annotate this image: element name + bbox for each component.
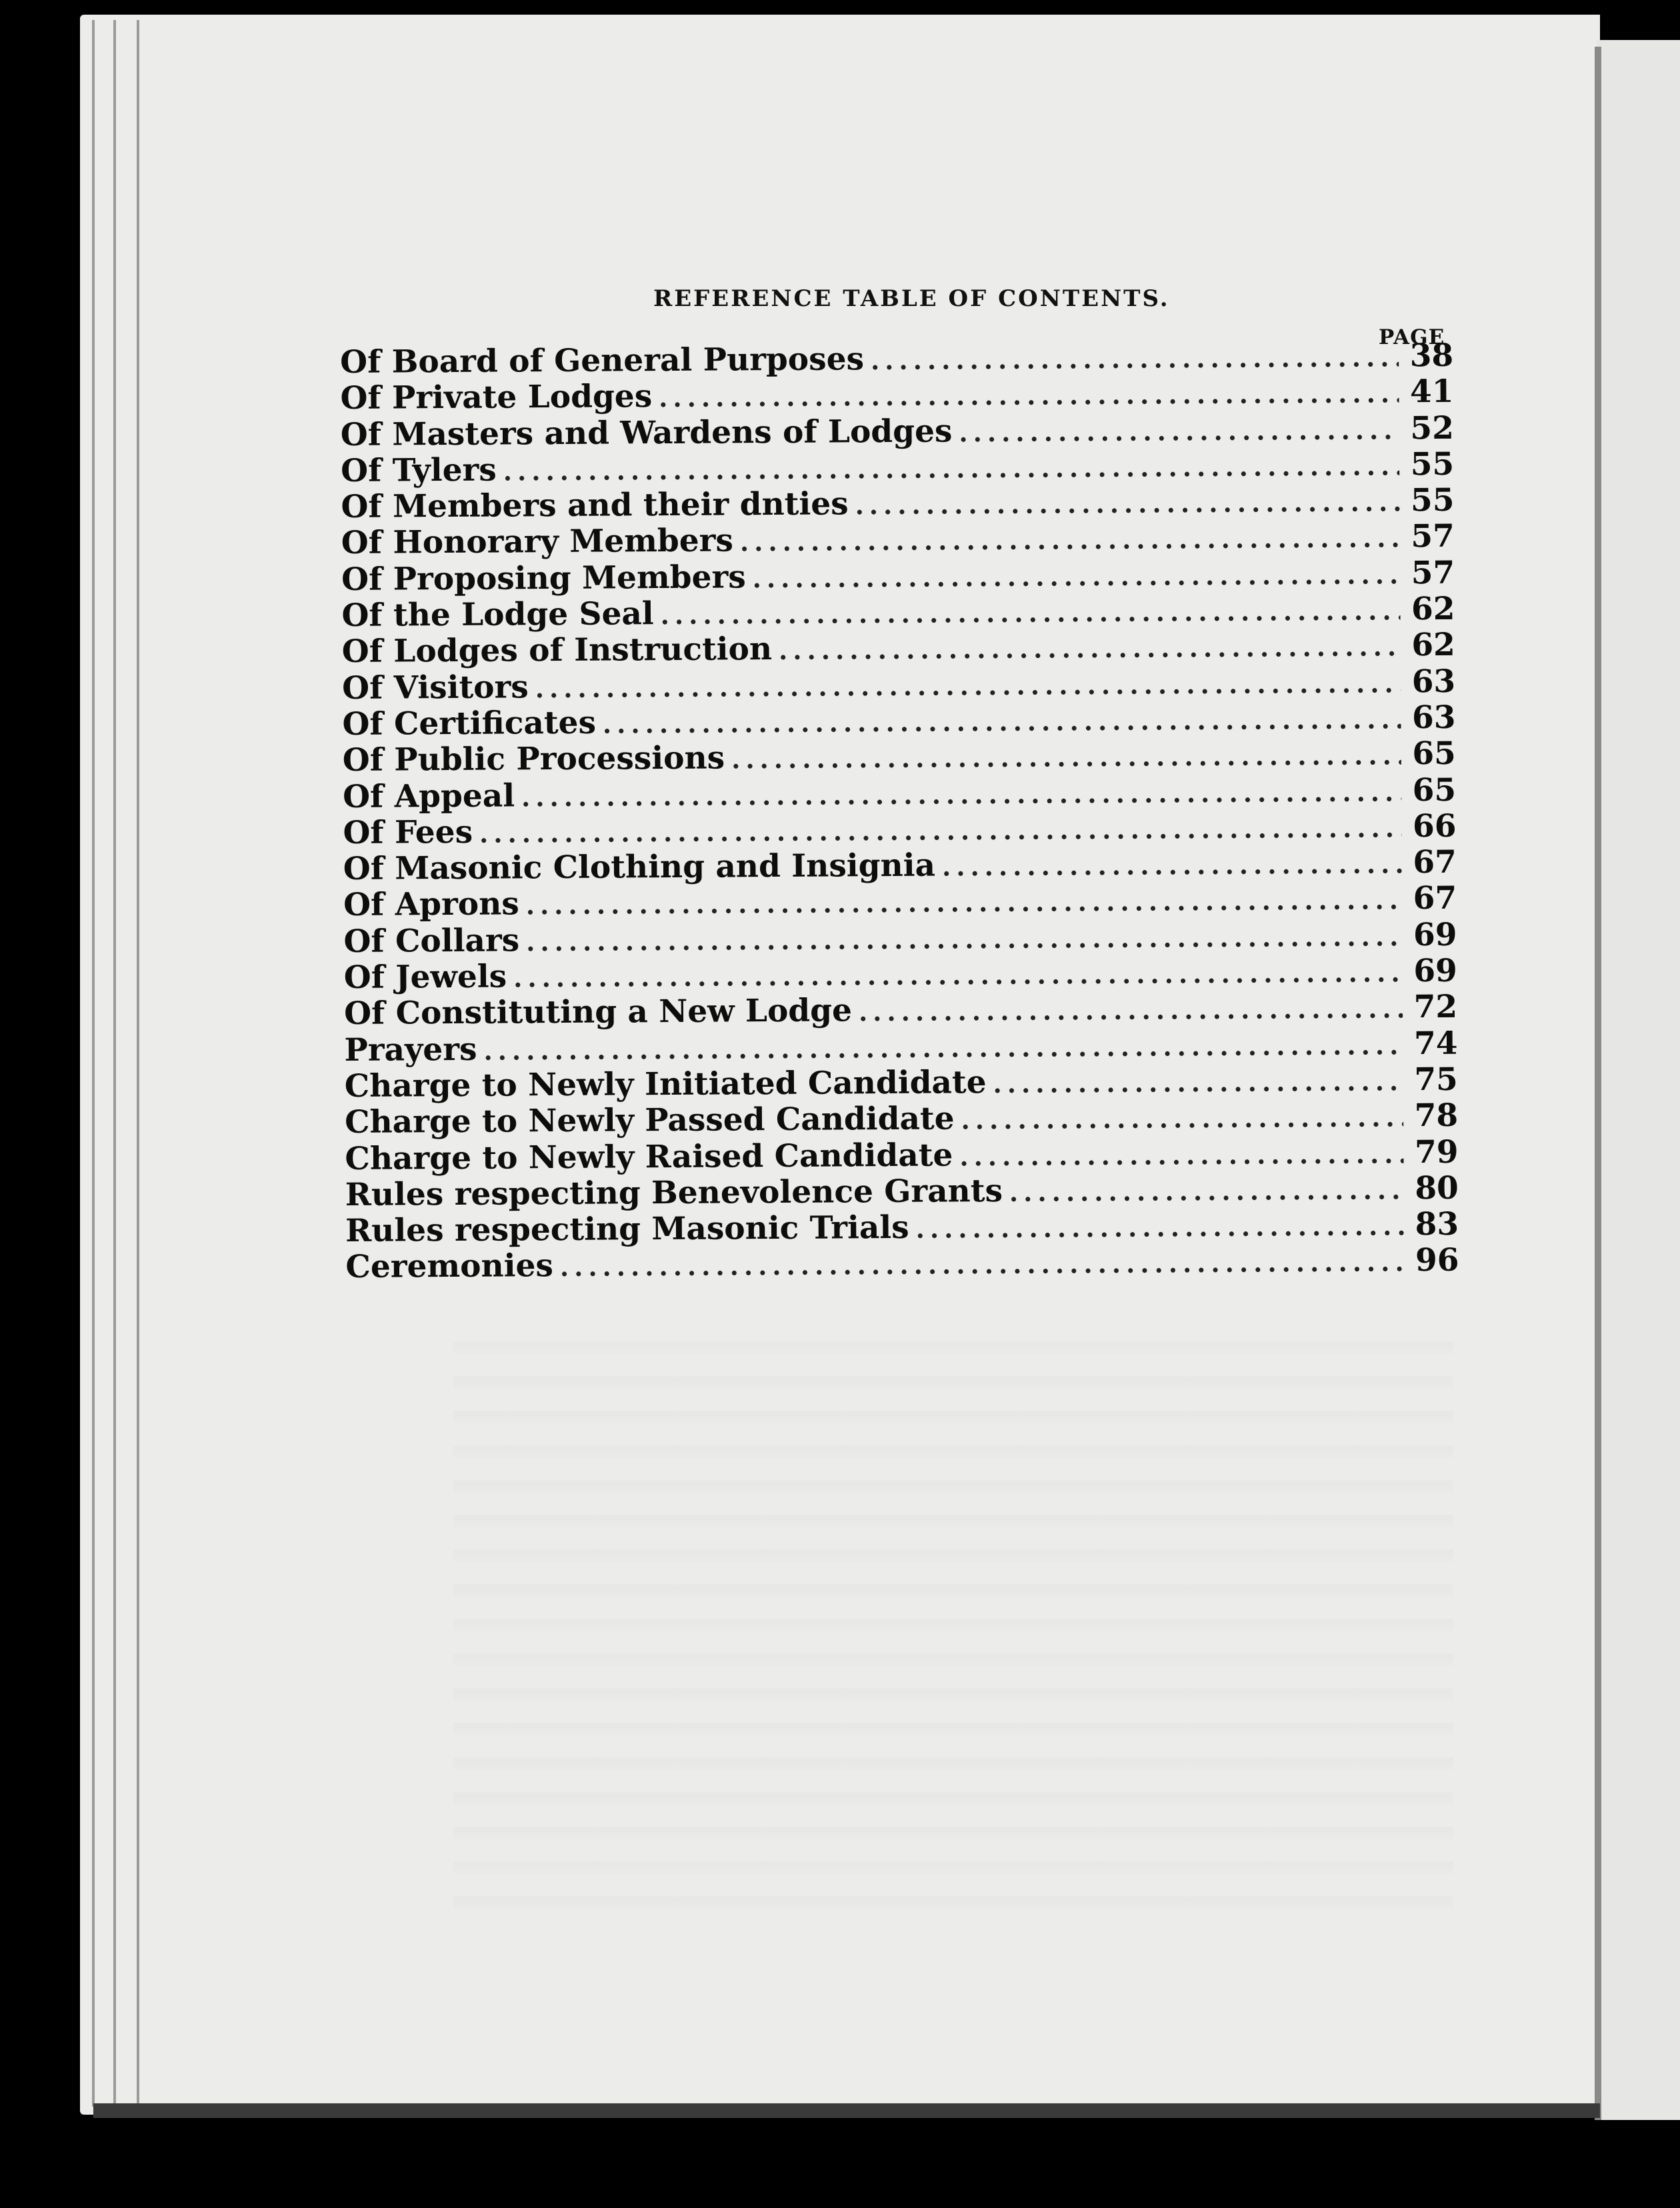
page-edge-line — [92, 20, 95, 2107]
toc-entry-title: Of Visitors — [341, 668, 529, 707]
toc-entry — [341, 518, 1455, 561]
dot-leader — [503, 451, 1400, 486]
toc-entry-title: Charge to Newly Passed Candidate — [344, 1100, 955, 1141]
toc-entry-page: 55 — [1410, 445, 1455, 483]
dot-leader — [603, 704, 1401, 739]
dot-leader — [560, 1247, 1405, 1283]
toc-entry-title: Of Private Lodges — [340, 378, 653, 417]
dot-leader — [1009, 1175, 1404, 1207]
toc-entry-page: 65 — [1412, 771, 1457, 809]
toc-entry-title: Of Masonic Clothing and Insignia — [343, 847, 936, 888]
toc-entry — [341, 591, 1455, 633]
toc-entry-page: 63 — [1411, 663, 1456, 700]
dot-leader — [535, 668, 1401, 703]
toc-entry-title: Of Members and their dnties — [341, 485, 849, 526]
dot-leader — [526, 921, 1403, 957]
book-spine-line — [1595, 47, 1601, 2120]
toc-entry — [345, 1170, 1459, 1213]
toc-entry-title: Of Fees — [343, 813, 473, 851]
toc-entry — [341, 409, 1454, 452]
toc-entry-page: 79 — [1414, 1133, 1459, 1171]
toc-entry-title: Of Board of General Purposes — [340, 341, 865, 381]
toc-entry — [345, 1206, 1459, 1249]
dot-leader — [483, 1030, 1403, 1065]
dot-leader — [740, 523, 1400, 557]
toc-entry — [345, 1242, 1459, 1285]
toc-entry — [343, 917, 1457, 959]
toc-entry-page: 41 — [1409, 373, 1454, 411]
dot-leader — [731, 741, 1401, 775]
toc-entry — [343, 844, 1457, 887]
dot-leader — [521, 777, 1401, 812]
dot-leader — [526, 885, 1403, 921]
toc-entry — [342, 627, 1455, 669]
toc-entry-title: Of Public Processions — [342, 739, 725, 779]
dot-leader — [513, 957, 1403, 993]
toc-list — [340, 337, 1459, 1285]
toc-entry-title: Charge to Newly Initiated Candidate — [344, 1064, 987, 1105]
toc-entry-title: Rules respecting Benevolence Grants — [345, 1172, 1003, 1213]
dot-leader — [959, 1139, 1403, 1171]
toc-entry-title: Of Honorary Members — [341, 522, 734, 562]
dot-leader — [859, 994, 1403, 1027]
dot-leader — [659, 379, 1399, 413]
toc-entry-page: 55 — [1410, 481, 1455, 519]
toc-entry — [345, 1097, 1458, 1140]
facing-page-edge — [1597, 40, 1680, 2120]
dot-leader — [479, 813, 1402, 848]
toc-entry-title: Of the Lodge Seal — [341, 595, 654, 635]
toc-entry — [344, 989, 1457, 1031]
toc-entry — [342, 663, 1455, 705]
dot-leader — [993, 1066, 1403, 1099]
page-column-label: PAGE — [1379, 325, 1445, 349]
dot-leader — [959, 415, 1399, 447]
toc-entry — [340, 337, 1453, 380]
toc-entry-title: Of Jewels — [343, 958, 507, 997]
dot-leader — [661, 595, 1401, 630]
dot-leader — [916, 1211, 1405, 1243]
toc-entry-title: Prayers — [344, 1031, 477, 1069]
toc-entry-title: Of Constituting a New Lodge — [343, 992, 853, 1033]
toc-entry — [341, 555, 1455, 597]
toc-entry-page: 66 — [1412, 807, 1457, 845]
toc-entry — [340, 373, 1453, 416]
bleed-through-texture — [453, 1321, 1453, 1921]
toc-entry-page: 52 — [1410, 409, 1454, 447]
toc-entry-title: Of Masters and Wardens of Lodges — [340, 412, 953, 453]
toc-entry-page: 74 — [1413, 1025, 1458, 1062]
toc-entry — [343, 808, 1456, 851]
dot-leader — [753, 559, 1401, 593]
dot-leader — [871, 342, 1399, 375]
toc-entry — [344, 953, 1457, 995]
toc-entry — [341, 482, 1454, 525]
toc-entry-title: Ceremonies — [345, 1247, 554, 1286]
toc-entry-page: 38 — [1409, 337, 1454, 375]
dot-leader — [961, 1103, 1403, 1135]
toc-entry-title: Of Aprons — [343, 885, 519, 924]
toc-entry-title: Of Certificates — [342, 704, 597, 743]
toc-entry-page: 62 — [1411, 590, 1455, 628]
toc-entry-page: 72 — [1413, 989, 1458, 1026]
toc-entry-page: 83 — [1415, 1205, 1459, 1243]
page-bottom-shadow — [93, 2103, 1600, 2118]
page-edge-line — [137, 20, 139, 2107]
page-edge-line — [113, 20, 116, 2107]
toc-entry-page: 96 — [1415, 1242, 1459, 1279]
toc-entry — [343, 771, 1456, 814]
toc-entry — [345, 1133, 1458, 1176]
toc-entry-page: 67 — [1413, 843, 1457, 881]
dot-leader — [779, 632, 1401, 666]
toc-entry-page: 67 — [1413, 880, 1457, 917]
toc-entry-page: 80 — [1415, 1169, 1459, 1207]
toc-entry — [344, 1025, 1457, 1067]
toc-heading: REFERENCE TABLE OF CONTENTS. — [653, 285, 1170, 312]
toc-entry-page: 65 — [1412, 735, 1456, 773]
toc-entry-title: Rules respecting Masonic Trials — [345, 1209, 909, 1250]
toc-entry-page: 63 — [1411, 699, 1456, 737]
toc-entry-page: 62 — [1411, 627, 1455, 664]
toc-entry — [341, 446, 1454, 489]
toc-entry-page: 75 — [1414, 1061, 1458, 1099]
toc-entry-page: 69 — [1413, 916, 1457, 953]
toc-entry-title: Of Lodges of Instruction — [341, 631, 773, 671]
dot-leader — [942, 849, 1402, 881]
toc-entry-title: Of Tylers — [340, 451, 497, 489]
toc-entry — [343, 880, 1457, 923]
toc-entry-title: Of Appeal — [342, 777, 515, 815]
toc-entry-page: 78 — [1414, 1097, 1459, 1135]
toc-entry-title: Of Proposing Members — [341, 559, 746, 598]
toc-entry-page: 57 — [1411, 518, 1455, 555]
toc-entry-page: 69 — [1413, 952, 1457, 990]
toc-entry-title: Of Collars — [343, 922, 520, 960]
toc-entry-title: Charge to Newly Raised Candidate — [345, 1136, 953, 1177]
toc-entry-page: 57 — [1411, 554, 1455, 591]
toc-entry — [345, 1061, 1458, 1104]
dot-leader — [855, 487, 1399, 520]
